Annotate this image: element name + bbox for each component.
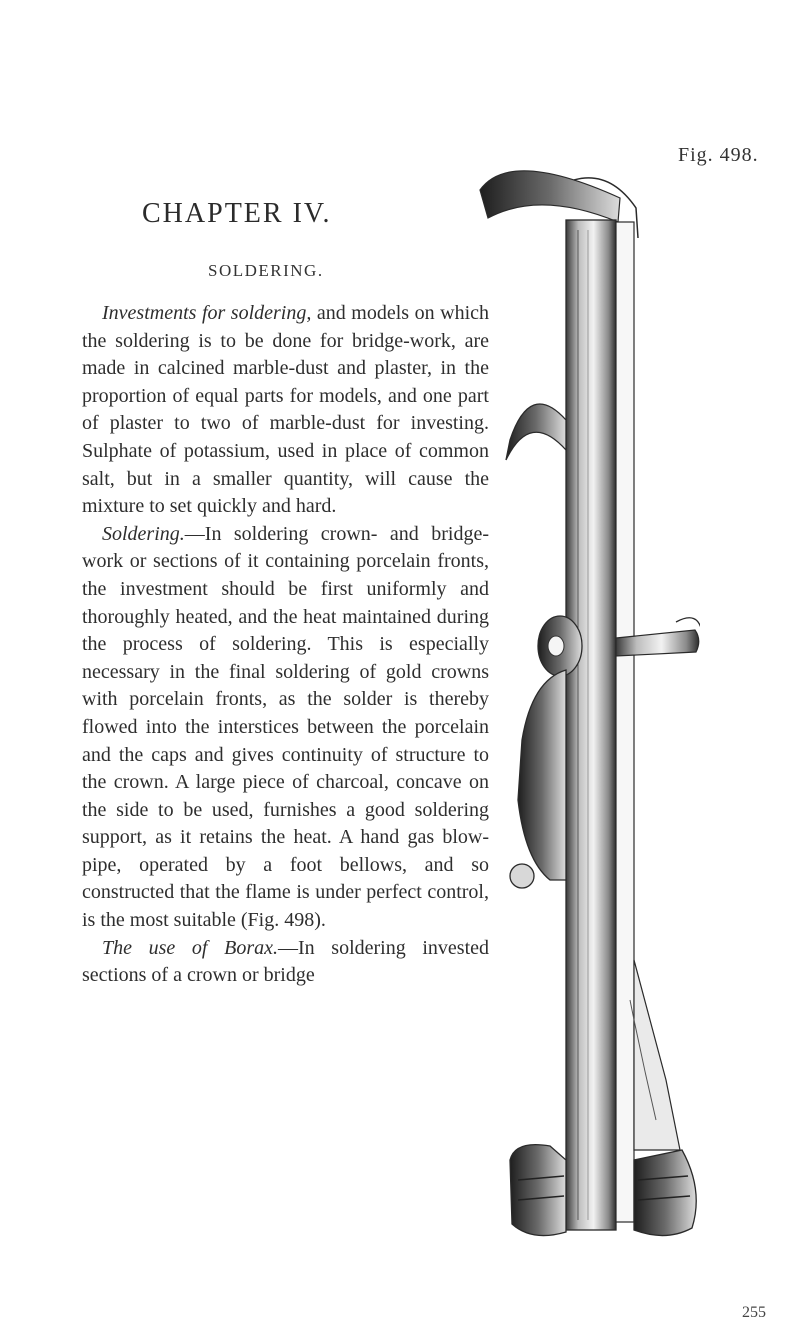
paragraph-body: and models on which the soldering is to be done for bridge-work, are made in calcined marble-dust and plaster, in the proportion of equal parts for models, and one part of plaster to two of marble-dust for investing. Sulphate of potassium, used in place of common salt, but in a smaller quantity, will cause the mixture to set quickly and hard.: [82, 302, 490, 518]
paragraph-lead: The use of Borax.: [102, 936, 278, 959]
main-tube: [566, 220, 616, 1230]
lower-curved-pipe: [518, 670, 566, 880]
valve-knob: [510, 864, 534, 888]
upper-side-pipe: [506, 404, 566, 460]
paragraph-soldering: [82, 521, 489, 935]
body-text: [82, 300, 489, 990]
chapter-heading: CHAPTER IV.: [142, 198, 332, 229]
paragraph-body: —In soldering crown- and bridge-work or sections of it containing porcelain fronts, the investment should be first uniformly and thoroughly heated, and the heat maintained during the process of soldering. This is especially necessary in the final soldering of gold crowns with porcelain fronts, as the solder is thereby flowed into the interstices between the porcelain and the caps and gives continuity of structure to the crown. A large piece of charcoal, concave on the side to be used, furnishes a good soldering support, as it retains the heat. A hand gas blow-pipe, operated by a foot bellows, and so constructed that the flame is under perfect control, is the most suitable (Fig. 498).: [82, 522, 489, 932]
section-heading: SOLDERING.: [208, 261, 324, 280]
blowpipe-illustration: [470, 160, 700, 1290]
outer-sleeve: [616, 222, 634, 1222]
page-number: 255: [742, 1304, 766, 1321]
paragraph-lead: Soldering.: [102, 522, 185, 545]
bottom-right-fitting: [634, 1150, 696, 1236]
bottom-left-fitting: [510, 1145, 566, 1236]
paragraph-investments: [82, 300, 489, 521]
paragraph-borax: [82, 935, 489, 990]
paragraph-lead: Investments for soldering,: [102, 302, 312, 324]
figure-label: Fig. 498.: [678, 144, 759, 166]
right-flare: [634, 960, 680, 1150]
paragraph-body: —In soldering invested sections of a crown or bridge: [82, 936, 490, 987]
